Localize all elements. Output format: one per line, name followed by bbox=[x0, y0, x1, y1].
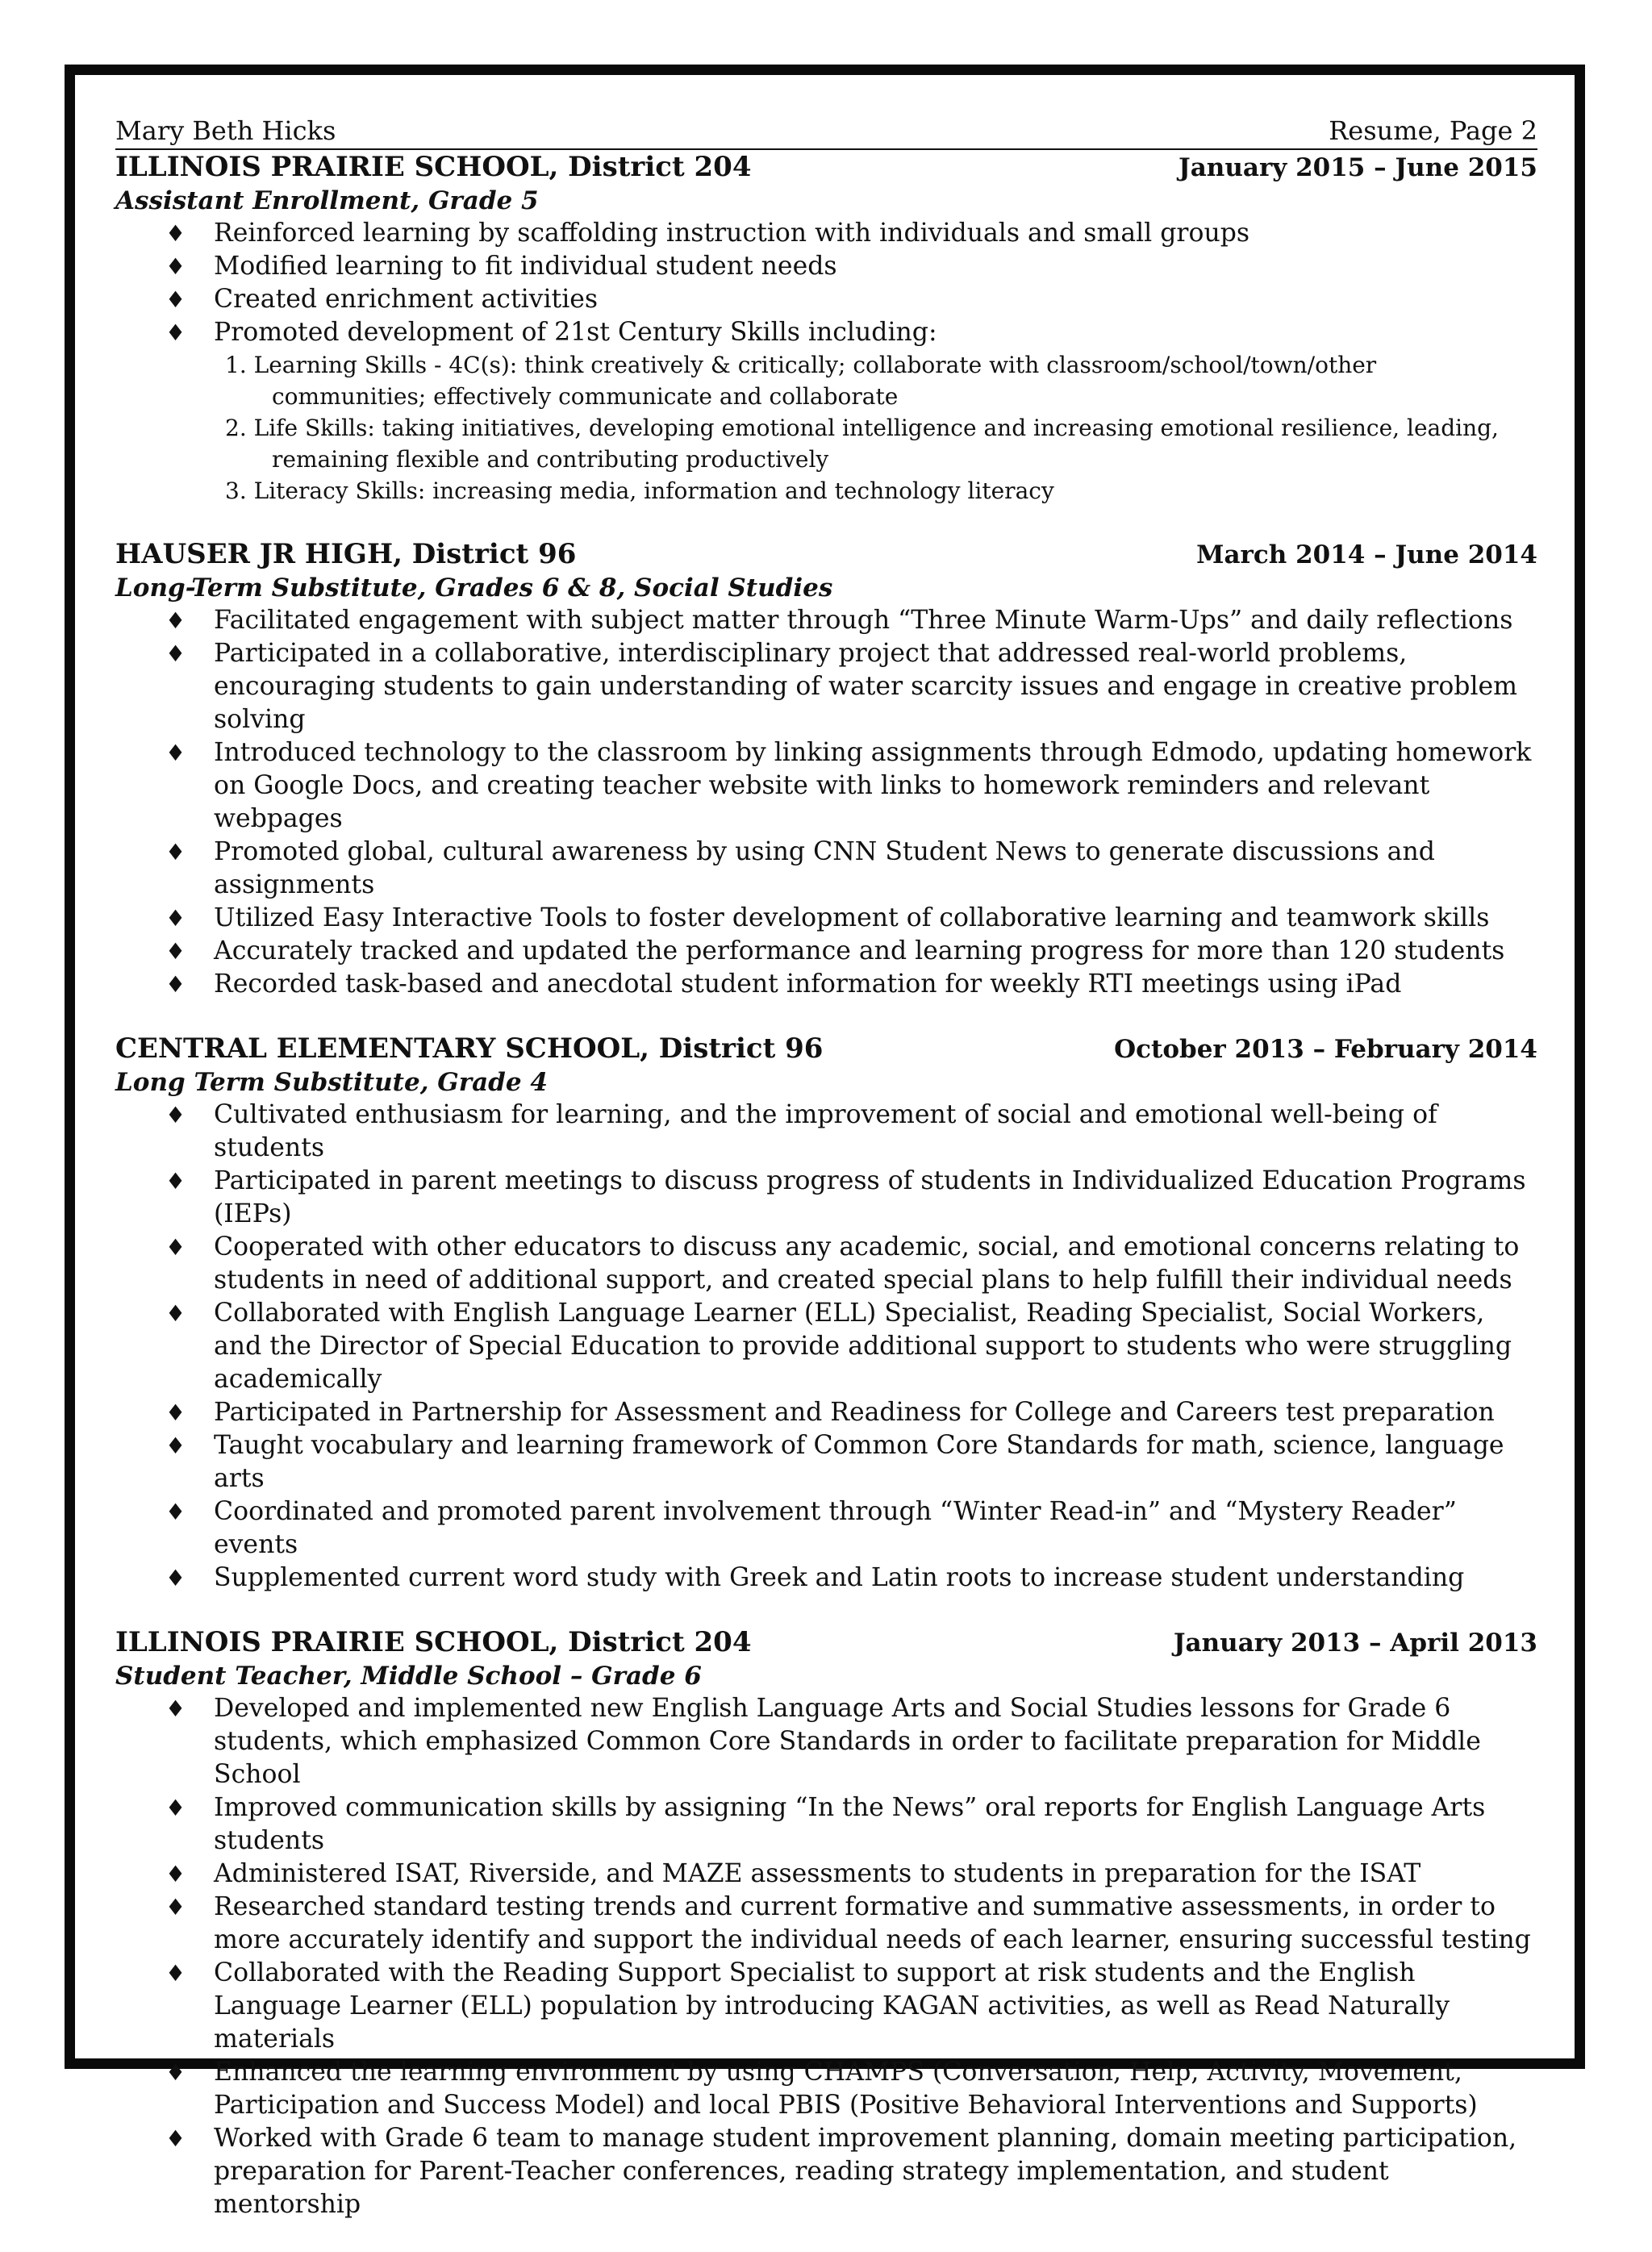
duty-item: ♦ Researched standard testing trends and current formative and summative assessments, in order to more accurately identify and support the individual needs of each learner, ensuring successful testing bbox=[165, 1892, 1531, 1954]
section-heading bbox=[115, 537, 1537, 572]
job-title: Long-Term Substitute, Grades 6 & 8, Social Studies bbox=[115, 573, 833, 603]
job-title: Student Teacher, Middle School – Grade 6 bbox=[115, 1662, 702, 1691]
diamond-bullet-icon: ♦ bbox=[165, 971, 186, 998]
diamond-bullet-icon: ♦ bbox=[165, 1234, 186, 1261]
diamond-bullet-icon: ♦ bbox=[165, 1960, 186, 1987]
experience-section bbox=[115, 1625, 1537, 2221]
duty-item: ♦ Enhanced the learning environment by using CHAMPS (Conversation, Help, Activity, Movement, Participation and Success Model) and local PBIS (Positive Behavioral Interventions and Supports) bbox=[165, 2058, 1478, 2120]
skills-subitem: 2. Life Skills: taking initiatives, developing emotional intelligence and increasing emotional resilience, leading, remaining flexible and contributing productively bbox=[225, 415, 1499, 473]
diamond-bullet-icon: ♦ bbox=[165, 1399, 186, 1426]
candidate-name: Mary Beth Hicks bbox=[115, 115, 336, 146]
diamond-bullet-icon: ♦ bbox=[165, 905, 186, 932]
diamond-bullet-icon: ♦ bbox=[165, 938, 186, 965]
diamond-bullet-icon: ♦ bbox=[165, 1168, 186, 1195]
duty-item: ♦ Reinforced learning by scaffolding instruction with individuals and small groups bbox=[115, 217, 1537, 250]
diamond-bullet-icon: ♦ bbox=[165, 1499, 186, 1525]
diamond-bullet-icon: ♦ bbox=[165, 839, 186, 865]
diamond-bullet-icon: ♦ bbox=[165, 1795, 186, 1821]
duty-item: ♦ Cultivated enthusiasm for learning, and the improvement of social and emotional well-being of students bbox=[165, 1100, 1437, 1162]
page-label: Resume, Page 2 bbox=[1329, 115, 1537, 146]
duty-item: ♦ Collaborated with English Language Learner (ELL) Specialist, Reading Specialist, Social Workers, and the Director of Special Education to provide additional support to students who were struggling academically bbox=[165, 1299, 1512, 1394]
diamond-bullet-icon: ♦ bbox=[165, 607, 186, 634]
skills-subitem: 3. Literacy Skills: increasing media, information and technology literacy bbox=[225, 478, 1054, 504]
experience-section bbox=[115, 1032, 1537, 1595]
diamond-bullet-icon: ♦ bbox=[165, 2125, 186, 2152]
duty-list bbox=[115, 1692, 1537, 2221]
diamond-bullet-icon: ♦ bbox=[165, 640, 186, 667]
duty-item: ♦ Supplemented current word study with Greek and Latin roots to increase student understanding bbox=[115, 1562, 1537, 1595]
experience-section bbox=[115, 537, 1537, 1001]
employment-dates: March 2014 – June 2014 bbox=[1196, 540, 1537, 569]
job-title: Assistant Enrollment, Grade 5 bbox=[115, 186, 539, 215]
employer-name: ILLINOIS PRAIRIE SCHOOL, District 204 bbox=[115, 151, 752, 183]
diamond-bullet-icon: ♦ bbox=[165, 1300, 186, 1327]
skills-sublist bbox=[115, 349, 1537, 507]
diamond-bullet-icon: ♦ bbox=[165, 1565, 186, 1591]
duty-item: ♦ Created enrichment activities bbox=[115, 283, 1537, 316]
experience-section bbox=[115, 150, 1537, 507]
job-title: Long Term Substitute, Grade 4 bbox=[115, 1068, 548, 1097]
duty-item: ♦ Promoted development of 21st Century Skills including: bbox=[115, 316, 1537, 349]
employment-dates: January 2015 – June 2015 bbox=[1179, 153, 1537, 182]
duty-item: ♦ Coordinated and promoted parent involvement through “Winter Read-in” and “Mystery Reader” events bbox=[165, 1497, 1457, 1559]
duty-list bbox=[115, 604, 1537, 1001]
duty-item: ♦ Recorded task-based and anecdotal student information for weekly RTI meetings using iPad bbox=[115, 968, 1537, 1001]
duty-item: ♦ Utilized Easy Interactive Tools to foster development of collaborative learning and teamwork skills bbox=[115, 902, 1537, 935]
duty-item: ♦ Modified learning to fit individual student needs bbox=[115, 250, 1537, 283]
duty-item: ♦ Collaborated with the Reading Support Specialist to support at risk students and the English Language Learner (ELL) population by introducing KAGAN activities, as well as Read Naturally materials bbox=[165, 1958, 1450, 2054]
duty-item: ♦ Cooperated with other educators to discuss any academic, social, and emotional concerns relating to students in need of additional support, and created special plans to help fulfill their individual needs bbox=[165, 1232, 1520, 1295]
duty-item: ♦ Participated in Partnership for Assessment and Readiness for College and Careers test preparation bbox=[115, 1396, 1537, 1429]
section-heading bbox=[115, 150, 1537, 185]
duty-item: ♦ Developed and implemented new English Language Arts and Social Studies lessons for Grade 6 students, which emphasized Common Core Standards in order to facilitate preparation for Middle School bbox=[165, 1694, 1481, 1789]
diamond-bullet-icon: ♦ bbox=[165, 1894, 186, 1920]
diamond-bullet-icon: ♦ bbox=[165, 740, 186, 766]
duty-item: ♦ Taught vocabulary and learning framework of Common Core Standards for math, science, language arts bbox=[165, 1431, 1504, 1493]
duty-item: ♦ Introduced technology to the classroom by linking assignments through Edmodo, updating homework on Google Docs, and creating teacher website with links to homework reminders and relevant webpages bbox=[165, 738, 1532, 833]
section-heading bbox=[115, 1032, 1537, 1066]
duty-item: ♦ Administered ISAT, Riverside, and MAZE assessments to students in preparation for the ISAT bbox=[115, 1858, 1537, 1891]
employment-dates: January 2013 – April 2013 bbox=[1173, 1629, 1537, 1658]
skills-subitem: 1. Learning Skills - 4C(s): think creatively & critically; collaborate with classroom/school/town/other communities; effectively communicate and collaborate bbox=[225, 352, 1377, 410]
diamond-bullet-icon: ♦ bbox=[165, 2059, 186, 2086]
diamond-bullet-icon: ♦ bbox=[165, 286, 186, 313]
diamond-bullet-icon: ♦ bbox=[165, 253, 186, 280]
diamond-bullet-icon: ♦ bbox=[165, 1861, 186, 1887]
employer-name: ILLINOIS PRAIRIE SCHOOL, District 204 bbox=[115, 1626, 752, 1658]
duty-item: ♦ Participated in a collaborative, interdisciplinary project that addressed real-world problems, encouraging students to gain understanding of water scarcity issues and engage in creative problem solving bbox=[165, 639, 1518, 734]
duty-item: ♦ Promoted global, cultural awareness by using CNN Student News to generate discussions and assignments bbox=[165, 837, 1435, 899]
diamond-bullet-icon: ♦ bbox=[165, 1695, 186, 1722]
duty-item: ♦ Worked with Grade 6 team to manage student improvement planning, domain meeting participation, preparation for Parent-Teacher conferences, reading strategy implementation, and student mentorship bbox=[165, 2124, 1517, 2219]
diamond-bullet-icon: ♦ bbox=[165, 220, 186, 247]
employer-name: HAUSER JR HIGH, District 96 bbox=[115, 538, 577, 570]
section-heading bbox=[115, 1625, 1537, 1660]
diamond-bullet-icon: ♦ bbox=[165, 319, 186, 346]
duty-list bbox=[115, 1099, 1537, 1595]
employer-name: CENTRAL ELEMENTARY SCHOOL, District 96 bbox=[115, 1032, 824, 1065]
duty-item: ♦ Accurately tracked and updated the performance and learning progress for more than 120 students bbox=[115, 935, 1537, 968]
diamond-bullet-icon: ♦ bbox=[165, 1433, 186, 1459]
diamond-bullet-icon: ♦ bbox=[165, 1102, 186, 1128]
resume-page bbox=[115, 113, 1537, 2252]
duty-item: ♦ Facilitated engagement with subject matter through “Three Minute Warm-Ups” and daily reflections bbox=[115, 604, 1537, 637]
employment-dates: October 2013 – February 2014 bbox=[1114, 1035, 1537, 1064]
duty-list bbox=[115, 217, 1537, 349]
duty-item: ♦ Improved communication skills by assigning “In the News” oral reports for English Language Arts students bbox=[165, 1793, 1486, 1855]
page-header bbox=[115, 113, 1537, 150]
duty-item: ♦ Participated in parent meetings to discuss progress of students in Individualized Education Programs (IEPs) bbox=[165, 1166, 1526, 1228]
